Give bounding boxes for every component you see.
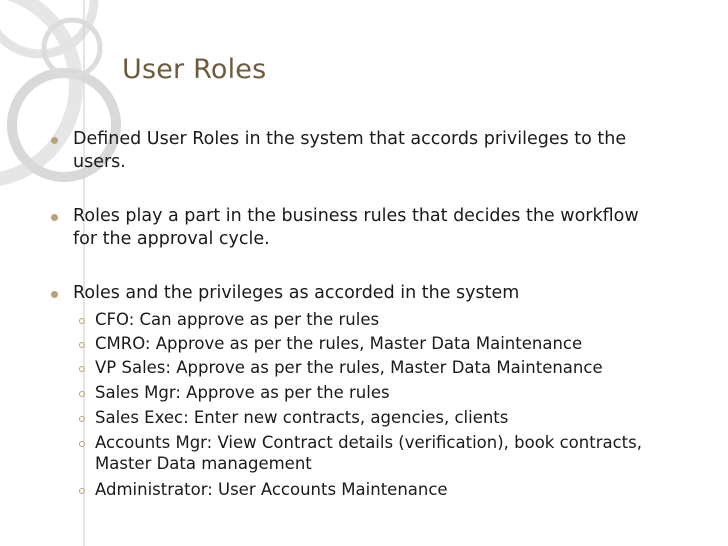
sub-bullet-ring-icon: [79, 416, 85, 422]
sub-bullet-text: Administrator: User Accounts Maintenance: [95, 480, 448, 499]
sub-bullet-ring-icon: [79, 318, 85, 324]
sub-bullet-ring-icon: [79, 488, 85, 494]
sub-bullet-text: VP Sales: Approve as per the rules, Master Data Maintenance: [95, 358, 603, 377]
sub-bullet-text: CFO: Can approve as per the rules: [95, 310, 380, 329]
bullet-item: [73, 205, 663, 251]
sub-bullet-ring-icon: [79, 366, 85, 372]
sub-bullet-text: Sales Mgr: Approve as per the rules: [95, 383, 390, 402]
bullet-text: Roles play a part in the business rules that decides the workflow for the approval cycle.: [73, 206, 639, 249]
bullet-dot-icon: [51, 137, 58, 144]
bullet-dot-icon: [51, 214, 58, 221]
sub-bullet-item: [95, 383, 665, 404]
bullet-text: Defined User Roles in the system that accords privileges to the users.: [73, 129, 627, 172]
bullet-text: Roles and the privileges as accorded in the system: [73, 283, 520, 303]
sub-bullet-ring-icon: [79, 391, 85, 397]
sub-bullet-text: Accounts Mgr: View Contract details (verification), book contracts, Master Data management: [95, 433, 642, 473]
sub-bullet-item: [95, 334, 665, 355]
bullet-dot-icon: [51, 291, 58, 298]
bullet-item: [73, 282, 663, 305]
sub-bullet-item: [95, 358, 665, 379]
sub-bullet-text: Sales Exec: Enter new contracts, agencies, clients: [95, 408, 509, 427]
sub-bullet-ring-icon: [79, 342, 85, 348]
sub-bullet-ring-icon: [79, 441, 85, 447]
sub-bullet-item: [95, 480, 665, 501]
bullet-item: [73, 128, 663, 174]
sub-bullet-item: [95, 433, 665, 474]
sub-bullet-item: [95, 408, 665, 429]
sub-bullet-item: [95, 310, 665, 331]
slide-title: User Roles: [122, 54, 267, 85]
sub-bullet-text: CMRO: Approve as per the rules, Master Data Maintenance: [95, 334, 583, 353]
